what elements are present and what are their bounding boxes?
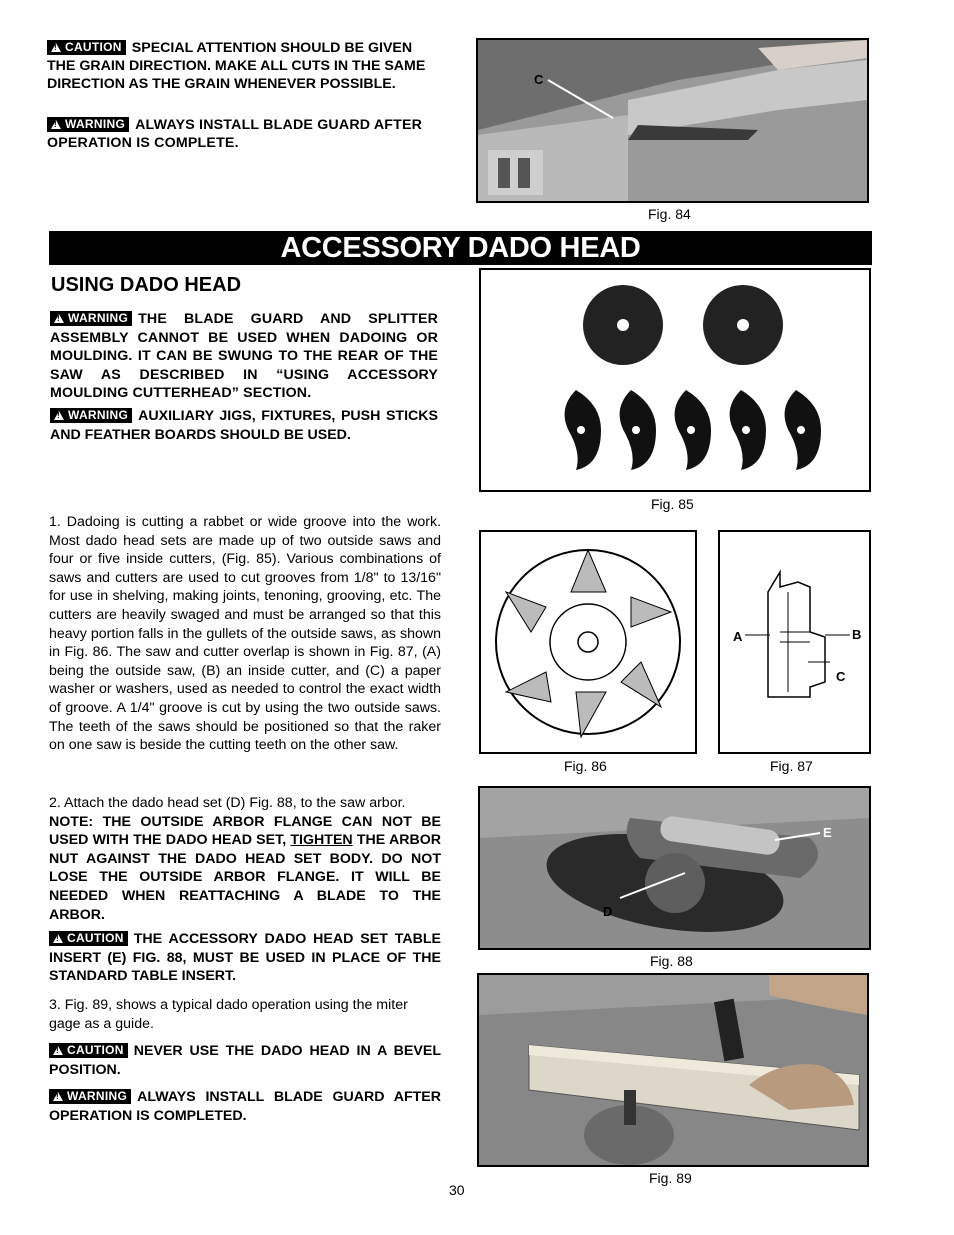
fig88-photo — [478, 786, 871, 950]
caution-badge: !CAUTION — [49, 931, 128, 946]
top-warning-notice — [47, 116, 442, 152]
caution-badge: !CAUTION — [47, 40, 126, 55]
warning-badge: !WARNING — [50, 408, 132, 423]
dado-saw-cutter-drawing — [481, 532, 695, 752]
alert-triangle-icon — [51, 120, 61, 129]
fig88-label-d: D — [603, 904, 613, 919]
caution-text: THE ACCESSORY DADO HEAD SET TABLE INSERT (E) FIG. 88, MUST BE USED IN PLACE OF THE STANDARD TABLE INSERT. — [49, 931, 441, 985]
dado-blades-drawing — [481, 270, 869, 490]
fig84-photo — [476, 38, 869, 203]
fig87-label-c: C — [836, 669, 846, 684]
alert-triangle-icon — [54, 411, 64, 420]
warning-badge: !WARNING — [50, 311, 132, 326]
step2-text: 2. Attach the dado head set (D) Fig. 88, to the saw arbor. — [49, 795, 406, 811]
fig84-label-c: C — [534, 72, 544, 87]
caution-bevel-notice — [49, 1042, 441, 1079]
fig89-photo — [477, 973, 869, 1167]
dado-operation-photo — [479, 975, 867, 1165]
warning-text: ALWAYS INSTALL BLADE GUARD AFTER OPERATION IS COMPLETE. — [47, 117, 423, 151]
fig84-illustration — [478, 40, 867, 201]
warning-text: ALWAYS INSTALL BLADE GUARD AFTER OPERATION IS COMPLETED. — [49, 1089, 441, 1124]
warning-badge: !WARNING — [47, 117, 129, 132]
alert-triangle-icon — [54, 314, 64, 323]
fig88-label-e: E — [823, 825, 832, 840]
note-text: NOTE: THE OUTSIDE ARBOR FLANGE CAN NOT BE USED WITH THE DADO HEAD SET, TIGHTEN THE ARBOR NUT AGAINST THE DADO HEAD SET BODY. DO NOT LOSE THE OUTSIDE ARBOR FLANGE. IT WILL BE NEEDED WHEN REATTACHING A BLADE TO THE ARBOR. — [49, 813, 441, 923]
caution-badge: !CAUTION — [49, 1043, 128, 1058]
alert-triangle-icon — [53, 1092, 63, 1101]
warning-text: THE BLADE GUARD AND SPLITTER ASSEMBLY CANNOT BE USED WHEN DADOING OR MOULDING. IT CAN BE SWUNG TO THE REAR OF THE SAW AS DESCRIBED IN “USING ACCESSORY MOULDING CUTTERHEAD” SECTION. — [50, 311, 438, 402]
fig85-caption: Fig. 85 — [651, 496, 694, 512]
fig84-caption: Fig. 84 — [648, 206, 691, 222]
dado-warning-1 — [50, 310, 438, 403]
fig87-label-a: A — [733, 629, 743, 644]
step3-paragraph: 3. Fig. 89, shows a typical dado operation using the miter gage as a guide. — [49, 997, 408, 1032]
fig85-illustration — [479, 268, 871, 492]
fig88-caption: Fig. 88 — [650, 953, 693, 969]
fig87-illustration — [718, 530, 871, 754]
caution-text: NEVER USE THE DADO HEAD IN A BEVEL POSITION. — [49, 1043, 441, 1078]
fig87-caption: Fig. 87 — [770, 758, 813, 774]
fig87-label-b: B — [852, 627, 862, 642]
table-insert-photo — [480, 788, 869, 948]
step1-paragraph: 1. Dadoing is cutting a rabbet or wide groove into the work. Most dado head sets are made up of two outside saws and four or five inside cutters, (Fig. 85). Various combinations of saws and cutters are used to cut grooves from 1/8" to 13/16" for use in shelving, making joints, tenoning, grooving, etc. The cutters are heavily swaged and must be arranged so that this heavy portion falls in the gullets of the outside saws, as shown in Fig. 86. The saw and cutter overlap is shown in Fig. 87, (A) being the outside saw, (B) an inside cutter, and (C) a paper washer or washers, used as needed to control the exact width of groove. A 1/4" groove is cut by using the two outside saws. The teeth of the saws should be positioned so that the raker on one saw is beside the cutting teeth on the other saw. — [49, 514, 441, 754]
banner-title: ACCESSORY DADO HEAD — [280, 232, 641, 264]
alert-triangle-icon — [51, 43, 61, 52]
top-caution-notice — [47, 39, 442, 93]
warning-badge: !WARNING — [49, 1089, 131, 1104]
subheading: USING DADO HEAD — [51, 274, 242, 296]
dado-warning-2 — [50, 407, 438, 444]
final-warning-notice — [49, 1088, 441, 1125]
fig86-illustration — [479, 530, 697, 754]
warning-text: AUXILIARY JIGS, FIXTURES, PUSH STICKS AND FEATHER BOARDS SHOULD BE USED. — [50, 408, 438, 443]
step2-paragraph — [49, 794, 441, 924]
alert-triangle-icon — [53, 1046, 63, 1055]
fig86-caption: Fig. 86 — [564, 758, 607, 774]
caution-text: SPECIAL ATTENTION SHOULD BE GIVEN THE GRAIN DIRECTION. MAKE ALL CUTS IN THE SAME DIRECTION AS THE GRAIN WHENEVER POSSIBLE. — [47, 40, 426, 92]
section-banner — [49, 231, 872, 265]
page-number: 30 — [449, 1182, 465, 1198]
fig89-caption: Fig. 89 — [649, 1170, 692, 1186]
caution-insert-notice — [49, 930, 441, 986]
alert-triangle-icon — [53, 934, 63, 943]
